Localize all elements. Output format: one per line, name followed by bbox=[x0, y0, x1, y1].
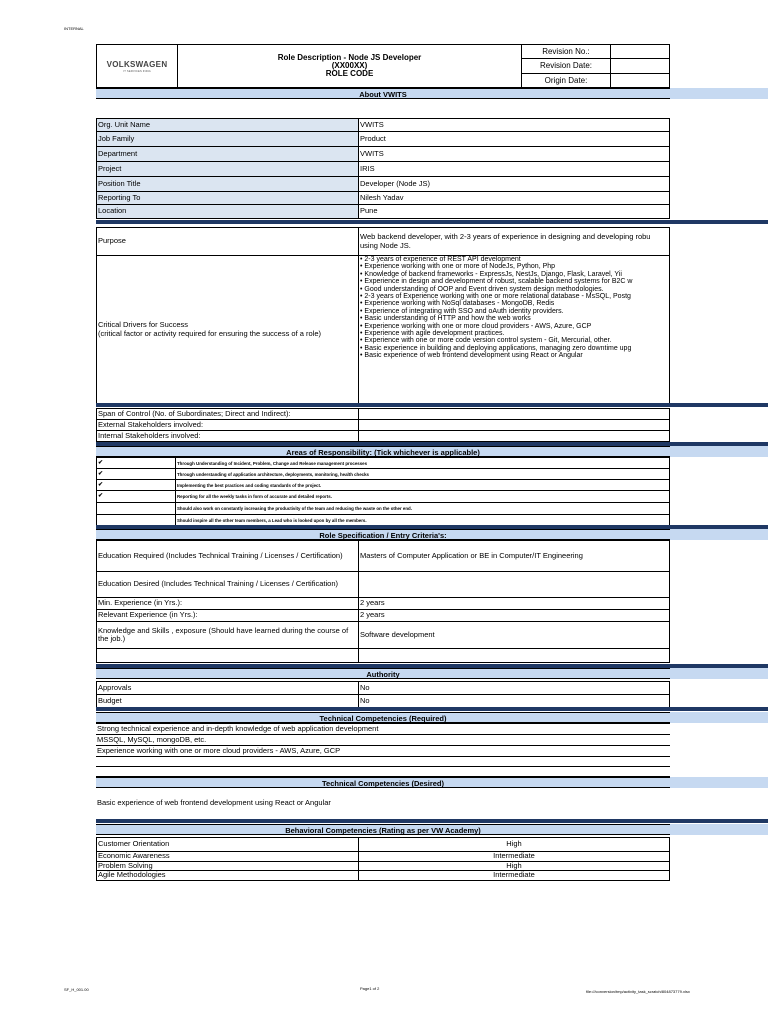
budget-value: No bbox=[359, 695, 670, 708]
blank-cell bbox=[96, 767, 670, 777]
section-authority-title: Authority bbox=[96, 668, 670, 679]
external-stakeholders-value bbox=[359, 420, 670, 431]
budget-label: Budget bbox=[97, 695, 359, 708]
responsibility-item: Should inspire all the other team members, a Lead who is looked upon by all the members. bbox=[176, 515, 670, 526]
footer-form-code: SF_H_001.00 bbox=[64, 987, 89, 992]
list-item: • Experience working with NoSql databases - MongoDB, Redis bbox=[360, 300, 555, 308]
tech-required-table bbox=[96, 723, 670, 777]
section-spec-title: Role Specification / Entry Criteria's: bbox=[96, 529, 670, 540]
job-family-label: Job Family bbox=[97, 132, 359, 147]
document-header bbox=[96, 44, 670, 88]
check-icon: ✔ bbox=[97, 458, 176, 469]
min-experience-label: Min. Experience (in Yrs.): bbox=[97, 598, 359, 610]
approvals-label: Approvals bbox=[97, 682, 359, 695]
min-experience-value: 2 years bbox=[359, 598, 670, 610]
check-icon: ✔ bbox=[97, 480, 176, 491]
footer-file-path: file:///conversion/tmp/activity_task_scratch/804873779.xlsx bbox=[586, 989, 690, 994]
relevant-experience-label: Relevant Experience (in Yrs.): bbox=[97, 610, 359, 622]
origin-date-value bbox=[611, 73, 670, 87]
section-responsibility-title: Areas of Responsibility: (Tick whichever is applicable) bbox=[96, 446, 670, 457]
location-label: Location bbox=[97, 205, 359, 219]
section-divider bbox=[96, 707, 768, 711]
education-required-value: Masters of Computer Application or BE in Computer/IT Engineering bbox=[359, 541, 670, 572]
section-tech-required-band bbox=[96, 712, 768, 723]
knowledge-value: Software development bbox=[359, 622, 670, 649]
list-item: • Experience of integrating with SSO and oAuth identity providers. bbox=[360, 307, 564, 315]
drivers-list bbox=[359, 256, 670, 404]
section-behavioral-band bbox=[96, 824, 768, 835]
education-required-label: Education Required (Includes Technical Training / Licenses / Certification) bbox=[97, 541, 359, 572]
revision-no-value bbox=[611, 45, 670, 59]
section-behavioral-title: Behavioral Competencies (Rating as per VW Academy) bbox=[96, 824, 670, 835]
span-table bbox=[96, 408, 670, 442]
tech-required-item: Strong technical experience and in-depth knowledge of web application development bbox=[96, 724, 670, 735]
internal-stakeholders-label: Internal Stakeholders involved: bbox=[97, 431, 359, 442]
check-icon: ✔ bbox=[97, 491, 176, 503]
revision-date-value bbox=[611, 59, 670, 73]
section-tech-required-title: Technical Competencies (Required) bbox=[96, 712, 670, 723]
behavioral-rating: Intermediate bbox=[359, 852, 670, 862]
behavioral-rating: Intermediate bbox=[359, 871, 670, 881]
spec-table bbox=[96, 540, 670, 663]
span-of-control-label: Span of Control (No. of Subordinates; Direct and Indirect): bbox=[97, 409, 359, 420]
list-item: • Knowledge of backend frameworks - ExpressJs, NestJs, Django, Flask, Laravel, Yii bbox=[360, 270, 622, 278]
department-value: VWITS bbox=[359, 147, 670, 162]
tick-cell bbox=[97, 515, 176, 526]
behavioral-label: Customer Orientation bbox=[97, 838, 359, 852]
responsibility-item: Implementing the best practices and coding standards of the project. bbox=[176, 480, 670, 491]
behavioral-rating: High bbox=[359, 838, 670, 852]
list-item: • Experience with one or more code version control system - Git, Mercurial, other. bbox=[360, 337, 612, 345]
section-divider bbox=[96, 220, 768, 224]
org-unit-value: VWITS bbox=[359, 119, 670, 132]
responsibility-item: Reporting for all the weekly tasks in form of accurate and detailed reports. bbox=[176, 491, 670, 503]
role-title: Role Description - Node JS Developer (XX00XX) ROLE CODE bbox=[178, 45, 522, 88]
list-item: • Experience in design and development of robust, scalable backend systems for B2C w bbox=[360, 278, 633, 286]
span-of-control-value bbox=[359, 409, 670, 420]
authority-table bbox=[96, 681, 670, 708]
list-item: • Basic experience in building and deploying applications, managing zero downtime upg bbox=[360, 344, 632, 352]
list-item: • 2-3 years of experience of REST API development bbox=[360, 256, 521, 263]
internal-stakeholders-value bbox=[359, 431, 670, 442]
project-label: Project bbox=[97, 162, 359, 177]
revision-date-label: Revision Date: bbox=[522, 59, 611, 73]
about-table bbox=[96, 118, 670, 219]
section-spec-band bbox=[96, 529, 768, 540]
revision-no-label: Revision No.: bbox=[522, 45, 611, 59]
responsibility-item: Through understanding of application architecture, deployments, monitoring, health checks bbox=[176, 469, 670, 480]
behavioral-table bbox=[96, 837, 670, 881]
section-about-title: About VWITS bbox=[96, 88, 670, 99]
behavioral-label: Economic Awareness bbox=[97, 852, 359, 862]
section-about-band bbox=[96, 88, 768, 99]
location-value: Pune bbox=[359, 205, 670, 219]
section-responsibility-band bbox=[96, 446, 768, 457]
section-tech-desired-band bbox=[96, 777, 768, 788]
list-item: • Good understanding of OOP and Event driven system design methodologies. bbox=[360, 285, 604, 293]
tech-required-item: MSSQL, MySQL, mongoDB, etc. bbox=[96, 735, 670, 746]
responsibility-item: Should also work on constantly increasing the productivity of the team and reducing the waste on the other end. bbox=[176, 503, 670, 515]
blank-cell bbox=[97, 649, 359, 663]
position-title-label: Position Title bbox=[97, 177, 359, 192]
reporting-to-label: Reporting To bbox=[97, 192, 359, 205]
drivers-label: Critical Drivers for Success (critical factor or activity required for ensuring the success of a role) bbox=[97, 256, 359, 404]
purpose-value: Web backend developer, with 2-3 years of experience in designing and developing robu using Node JS. bbox=[359, 228, 670, 256]
section-divider bbox=[96, 819, 768, 823]
responsibility-table bbox=[96, 457, 670, 526]
classification-label: INTERNAL bbox=[64, 26, 84, 31]
behavioral-label: Agile Methodologies bbox=[97, 871, 359, 881]
responsibility-item: Through Understanding of Incident, Problem, Change and Release management processes bbox=[176, 458, 670, 469]
job-family-value: Product bbox=[359, 132, 670, 147]
reporting-to-value: Nilesh Yadav bbox=[359, 192, 670, 205]
education-desired-label: Education Desired (Includes Technical Training / Licenses / Certification) bbox=[97, 572, 359, 598]
tech-desired-text: Basic experience of web frontend development using React or Angular bbox=[97, 798, 331, 807]
list-item: • 2-3 years of Experience working with one or more relational database - MsSQL, Postg bbox=[360, 293, 631, 301]
origin-date-label: Origin Date: bbox=[522, 73, 611, 87]
relevant-experience-value: 2 years bbox=[359, 610, 670, 622]
list-item: • Experience with agile development practices. bbox=[360, 330, 505, 338]
section-divider bbox=[96, 403, 768, 407]
project-value: IRIS bbox=[359, 162, 670, 177]
blank-cell bbox=[96, 757, 670, 767]
list-item: • Basic understanding of HTTP and how the web works bbox=[360, 315, 531, 323]
external-stakeholders-label: External Stakeholders involved: bbox=[97, 420, 359, 431]
behavioral-rating: High bbox=[359, 861, 670, 871]
department-label: Department bbox=[97, 147, 359, 162]
org-unit-label: Org. Unit Name bbox=[97, 119, 359, 132]
purpose-drivers-table bbox=[96, 227, 670, 404]
behavioral-label: Problem Solving bbox=[97, 861, 359, 871]
purpose-label: Purpose bbox=[97, 228, 359, 256]
position-title-value: Developer (Node JS) bbox=[359, 177, 670, 192]
tick-cell bbox=[97, 503, 176, 515]
section-authority-band bbox=[96, 668, 768, 679]
company-logo: VOLKSWAGEN IT SERVICES INDIA bbox=[97, 45, 178, 88]
section-tech-desired-title: Technical Competencies (Desired) bbox=[96, 777, 670, 788]
knowledge-label: Knowledge and Skills , exposure (Should have learned during the course of the job.) bbox=[97, 622, 359, 649]
check-icon: ✔ bbox=[97, 469, 176, 480]
blank-cell bbox=[359, 649, 670, 663]
education-desired-value bbox=[359, 572, 670, 598]
approvals-value: No bbox=[359, 682, 670, 695]
list-item: • Experience working with one or more of NodeJs, Python, Php bbox=[360, 263, 556, 271]
list-item: • Experience working with one or more cloud providers - AWS, Azure, GCP bbox=[360, 322, 592, 330]
footer-page-number: Page1 of 2 bbox=[360, 986, 380, 991]
list-item: • Basic experience of web frontend development using React or Angular bbox=[360, 352, 583, 360]
tech-required-item: Experience working with one or more cloud providers - AWS, Azure, GCP bbox=[96, 746, 670, 757]
